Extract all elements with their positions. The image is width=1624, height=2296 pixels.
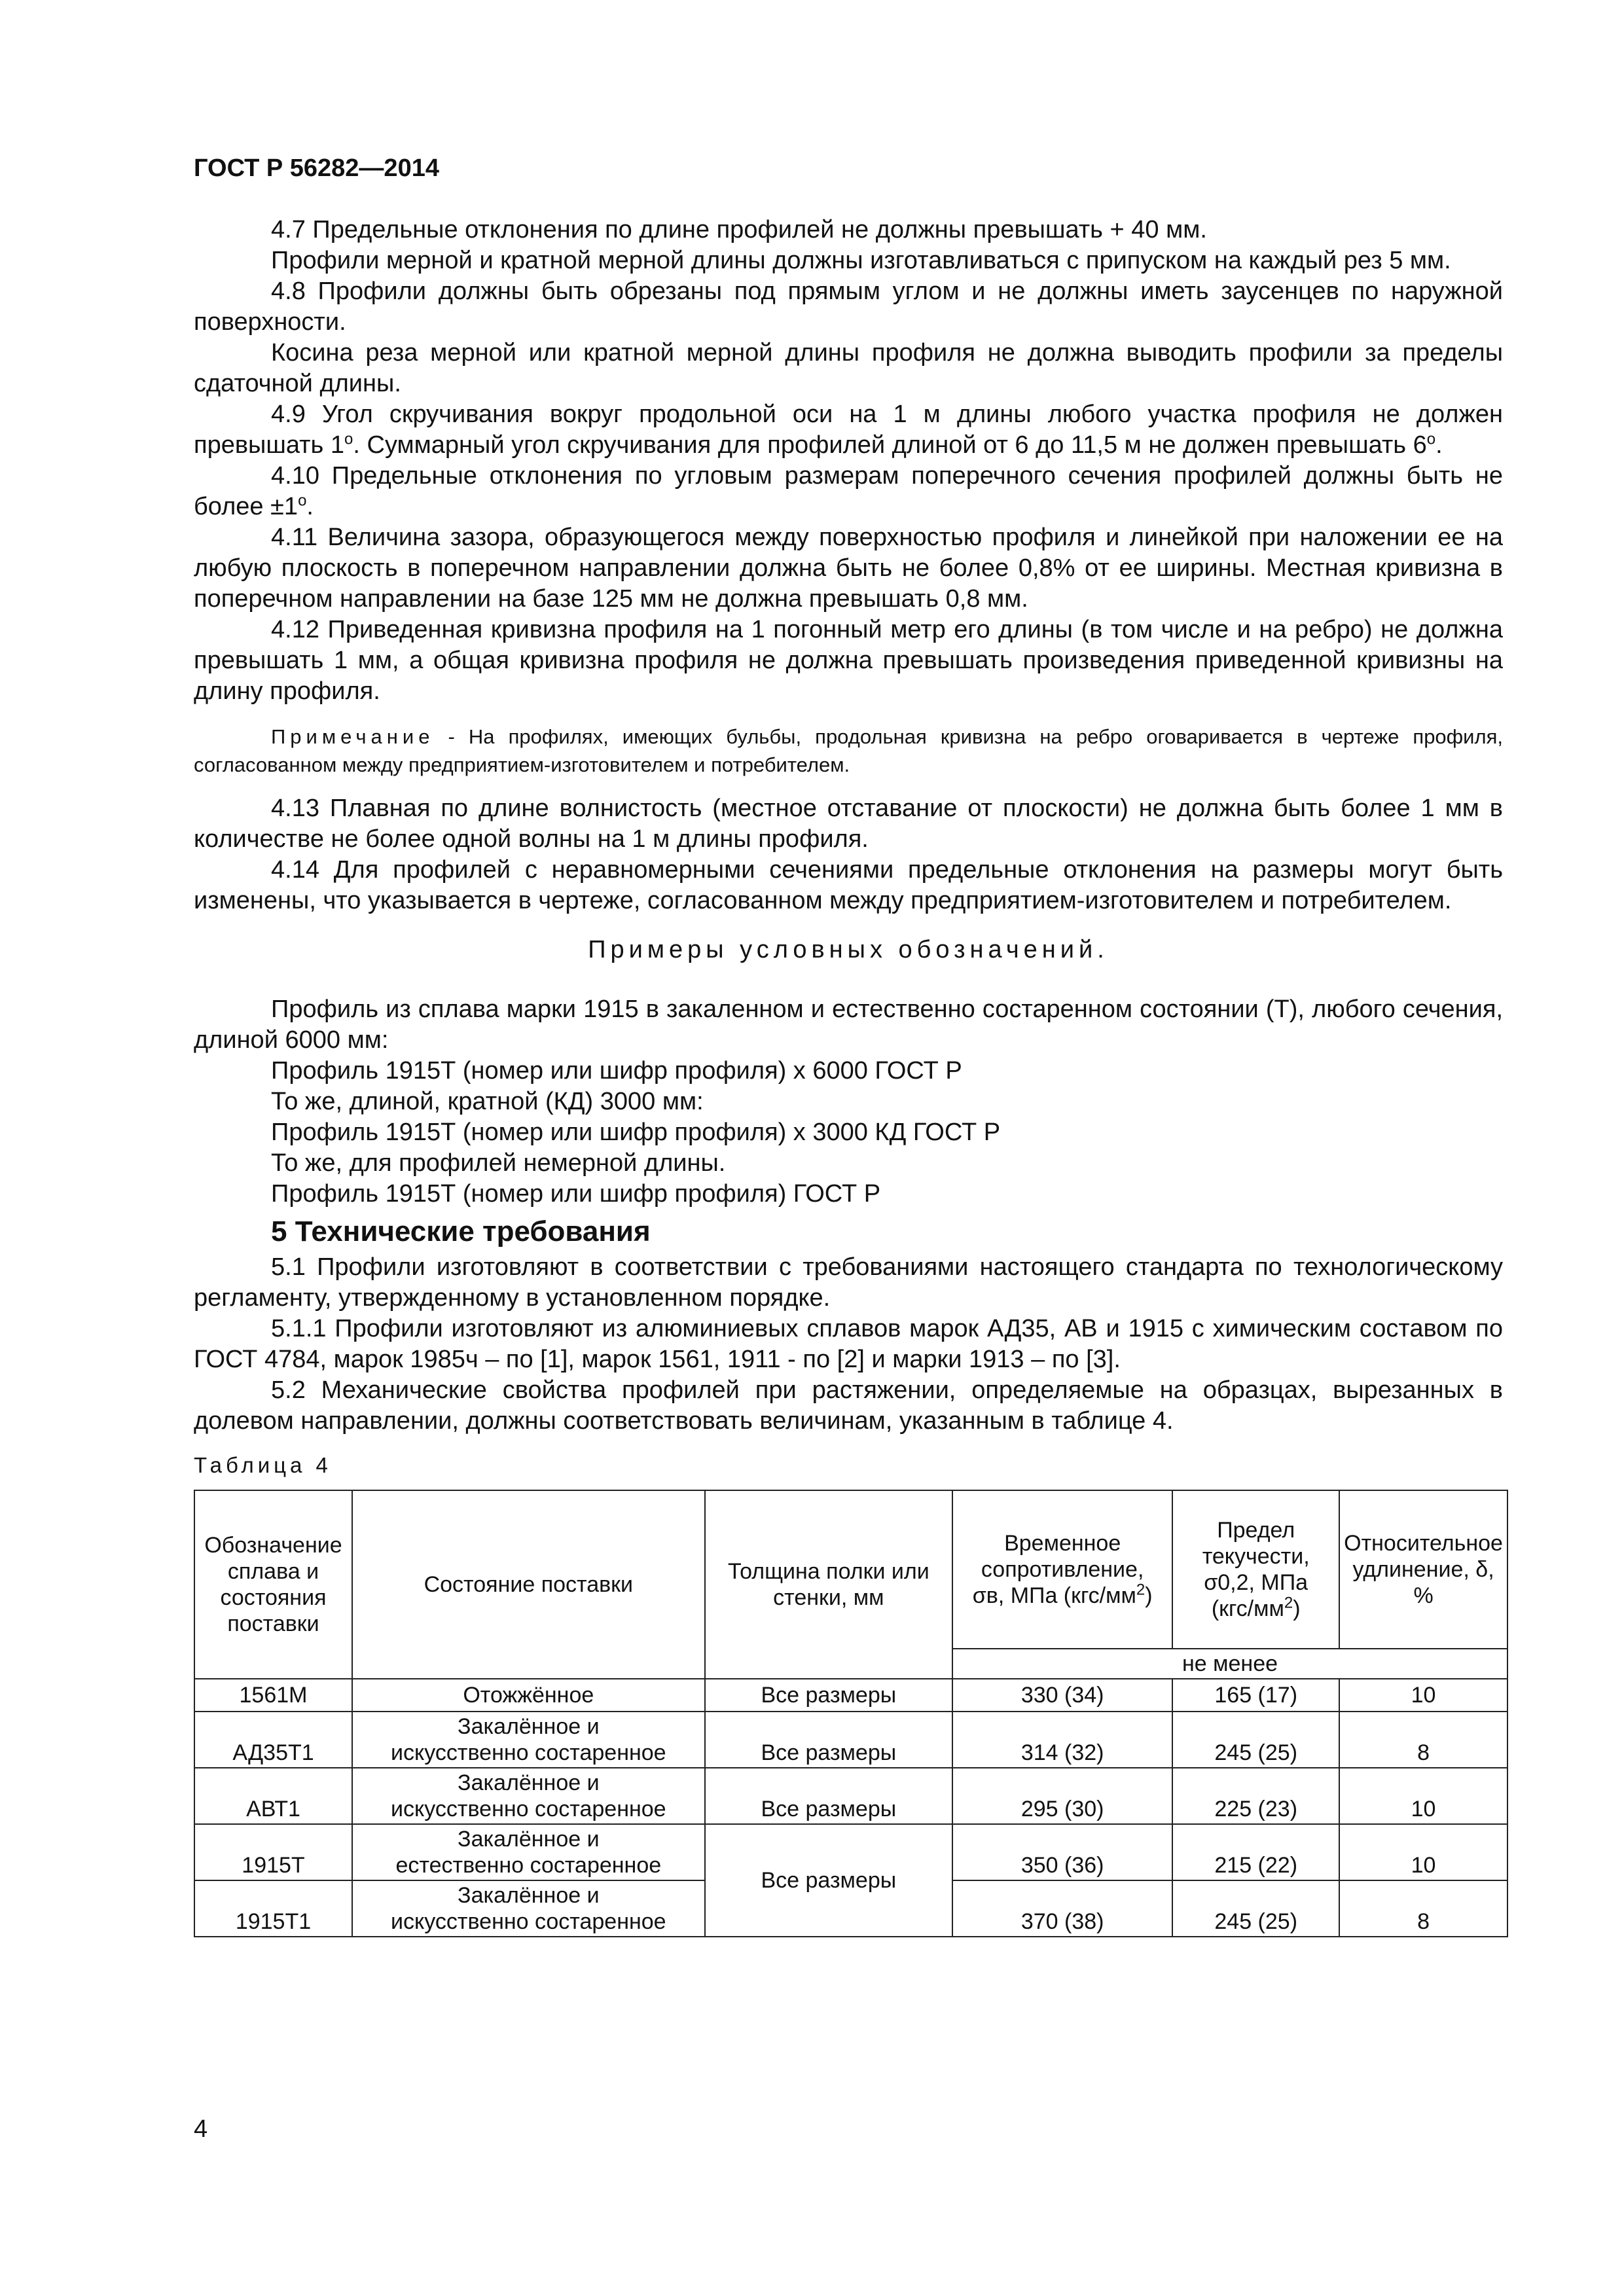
table-row xyxy=(194,1824,1507,1880)
paragraph-4-9: 4.9 Угол скручивания вокруг продольной оси на 1 м длины любого участка профиля не должен превышать 1$^o$. Суммарный угол скручивания для профилей длиной от 6 до 11,5 м не должен превышать 6$^o$. xyxy=(194,401,1503,459)
cell-state xyxy=(352,1712,705,1768)
cell-tensile: 295 (30) xyxy=(952,1768,1172,1824)
cell-yield: 165 (17) xyxy=(1172,1679,1339,1712)
document-body xyxy=(194,215,1503,1937)
cell-state-line2: искусственно состаренное xyxy=(391,1909,666,1934)
mechanical-properties-table xyxy=(194,1490,1508,1937)
cell-state-line2: искусственно состаренное xyxy=(391,1740,666,1765)
cell-state: Отожжённое xyxy=(352,1679,705,1712)
note-text: - На профилях, имеющих бульбы, продольная кривизна на ребро оговаривается в чертеже профиля, согласованном между предприятием-изготовителем и потребителем. xyxy=(194,725,1503,776)
paragraph-4-13: 4.13 Плавная по длине волнистость (местное отставание от плоскости) не должна быть более 1 мм в количестве не более одной волны на 1 м длины профиля. xyxy=(194,795,1503,853)
paragraph-4-14: 4.14 Для профилей с неравномерными сечениями предельные отклонения на размеры могут быть изменены, что указывается в чертеже, согласованном между предприятием-изготовителем и потребителем. xyxy=(194,856,1503,914)
cell-elongation: 8 xyxy=(1339,1880,1507,1937)
cell-state xyxy=(352,1768,705,1824)
header-yield-c: (кгс/мм xyxy=(1211,1596,1284,1621)
cell-thickness: Все размеры xyxy=(705,1712,952,1768)
example-line: Профиль 1915Т (номер или шифр профиля) х 6000 ГОСТ Р xyxy=(271,1057,962,1085)
example-line: Профиль 1915Т (номер или шифр профиля) ГОСТ Р xyxy=(271,1180,881,1208)
paragraph-4-11: 4.11 Величина зазора, образующегося между поверхностью профиля и линейкой при наложении ее на любую плоскость в поперечном направлении должна быть не более 0,8% от ее ширины. Местная кривизна в поперечном направлении на базе 125 мм не должна превышать 0,8 мм. xyxy=(194,524,1503,613)
header-elongation: Относительное удлинение, δ, % xyxy=(1339,1490,1507,1649)
degree-sign: o xyxy=(298,492,307,510)
header-state: Состояние поставки xyxy=(352,1490,705,1679)
page-number: 4 xyxy=(194,2115,208,2143)
subheader-min: не менее xyxy=(952,1649,1507,1679)
cell-tensile: 330 (34) xyxy=(952,1679,1172,1712)
cell-yield: 245 (25) xyxy=(1172,1712,1339,1768)
degree-sign: o xyxy=(1426,430,1436,448)
header-yield-b: σ0,2, МПа xyxy=(1204,1570,1308,1595)
cell-yield: 215 (22) xyxy=(1172,1824,1339,1880)
paragraph-4-9-b: . Суммарный угол скручивания для профилей длиной от 6 до 11,5 м не должен превышать 6 xyxy=(353,431,1427,459)
cell-tensile: 350 (36) xyxy=(952,1824,1172,1880)
table-row xyxy=(194,1679,1507,1712)
cell-state-line1: Закалённое и xyxy=(458,1827,600,1852)
cell-state xyxy=(352,1880,705,1937)
cell-alloy: 1915Т1 xyxy=(194,1880,352,1937)
cell-elongation: 10 xyxy=(1339,1679,1507,1712)
cell-alloy: 1561М xyxy=(194,1679,352,1712)
header-tensile-b: σв, МПа (кгс/мм xyxy=(972,1583,1136,1608)
cell-yield: 245 (25) xyxy=(1172,1880,1339,1937)
note xyxy=(194,723,1503,779)
cell-state-line1: Закалённое и xyxy=(458,1883,600,1908)
paragraph-4-10-a: 4.10 Предельные отклонения по угловым размерам поперечного сечения профилей должны быть не более ±1 xyxy=(194,462,1503,520)
document-standard-number: ГОСТ Р 56282—2014 xyxy=(194,154,439,182)
table-row xyxy=(194,1768,1507,1824)
example-line: То же, для профилей немерной длины. xyxy=(271,1149,726,1177)
cell-elongation: 10 xyxy=(1339,1824,1507,1880)
examples-title: Примеры условных обозначений. xyxy=(588,936,1109,963)
paragraph-4-12: 4.12 Приведенная кривизна профиля на 1 погонный метр его длины (в том числе и на ребро) не должна превышать 1 мм, а общая кривизна профиля не должна превышать произведения приведенной кривизны на длину профиля. xyxy=(194,616,1503,705)
paragraph-4-9-a: 4.9 Угол скручивания вокруг продольной оси на 1 м длины любого участка профиля не должен превышать 1 xyxy=(194,401,1503,459)
example-line: То же, длиной, кратной (КД) 3000 мм: xyxy=(271,1088,704,1115)
header-alloy: Обозначение сплава и состояния поставки xyxy=(194,1490,352,1679)
paragraph-4-8: 4.8 Профили должны быть обрезаны под прямым углом и не должны иметь заусенцев по наружной поверхности. xyxy=(194,278,1503,336)
cell-thickness: Все размеры xyxy=(705,1768,952,1824)
paragraph-5-1-1: 5.1.1 Профили изготовляют из алюминиевых сплавов марок АД35, АВ и 1915 с химическим составом по ГОСТ 4784, марок 1985ч – по [1], марок 1561, 1911 - по [2] и марки 1913 – по [3]. xyxy=(194,1315,1503,1373)
paragraph-4-7: 4.7 Предельные отклонения по длине профилей не должны превышать + 40 мм. xyxy=(271,216,1207,243)
table-header-row xyxy=(194,1490,1507,1649)
cell-yield: 225 (23) xyxy=(1172,1768,1339,1824)
header-thickness: Толщина полки или стенки, мм xyxy=(705,1490,952,1679)
example-line: Профиль 1915Т (номер или шифр профиля) х 3000 КД ГОСТ Р xyxy=(271,1119,1001,1146)
cell-elongation: 8 xyxy=(1339,1712,1507,1768)
header-tensile: Временное сопротивление, σв, МПа $(кгс/мм^2)$ xyxy=(952,1490,1172,1649)
paragraph-5-2: 5.2 Механические свойства профилей при растяжении, определяемые на образцах, вырезанных в долевом направлении, должны соответствовать величинам, указанным в таблице 4. xyxy=(194,1376,1503,1435)
cell-thickness: Все размеры xyxy=(705,1679,952,1712)
cell-tensile: 370 (38) xyxy=(952,1880,1172,1937)
cell-thickness-merged: Все размеры xyxy=(705,1824,952,1937)
cell-state-line1: Закалённое и xyxy=(458,1714,600,1739)
section-heading: 5 Технические требования xyxy=(271,1215,651,1247)
paragraph-4-10: 4.10 Предельные отклонения по угловым размерам поперечного сечения профилей должны быть не более $\pm 1^o$. xyxy=(194,462,1503,520)
degree-sign: o xyxy=(344,430,353,448)
cell-state-line2: искусственно состаренное xyxy=(391,1797,666,1821)
cell-elongation: 10 xyxy=(1339,1768,1507,1824)
header-yield: Предел текучести, σ0,2, МПа $(кгс/мм^2)$ xyxy=(1172,1490,1339,1649)
cell-alloy: АД35Т1 xyxy=(194,1712,352,1768)
cell-state-line1: Закалённое и xyxy=(458,1770,600,1795)
paragraph-4-7-cont: Профили мерной и кратной мерной длины должны изготавливаться с припуском на каждый рез 5 мм. xyxy=(271,247,1451,274)
cell-tensile: 314 (32) xyxy=(952,1712,1172,1768)
cell-state xyxy=(352,1824,705,1880)
note-label: Примечание xyxy=(271,725,435,748)
example-line: Профиль из сплава марки 1915 в закаленном и естественно состаренном состоянии (Т), любого сечения, длиной 6000 мм: xyxy=(194,996,1503,1054)
paragraph-4-8-cont: Косина реза мерной или кратной мерной длины профиля не должна выводить профили за пределы сдаточной длины. xyxy=(194,339,1503,397)
paragraph-5-1: 5.1 Профили изготовляют в соответствии с требованиями настоящего стандарта по технологическому регламенту, утвержденному в установленном порядке. xyxy=(194,1253,1503,1312)
cell-alloy: 1915Т xyxy=(194,1824,352,1880)
cell-alloy: АВТ1 xyxy=(194,1768,352,1824)
table-caption: Таблица 4 xyxy=(194,1453,332,1477)
header-yield-a: Предел текучести, xyxy=(1202,1518,1310,1569)
table-row xyxy=(194,1712,1507,1768)
header-tensile-a: Временное сопротивление, xyxy=(981,1531,1144,1582)
cell-state-line2: естественно состаренное xyxy=(395,1853,662,1878)
